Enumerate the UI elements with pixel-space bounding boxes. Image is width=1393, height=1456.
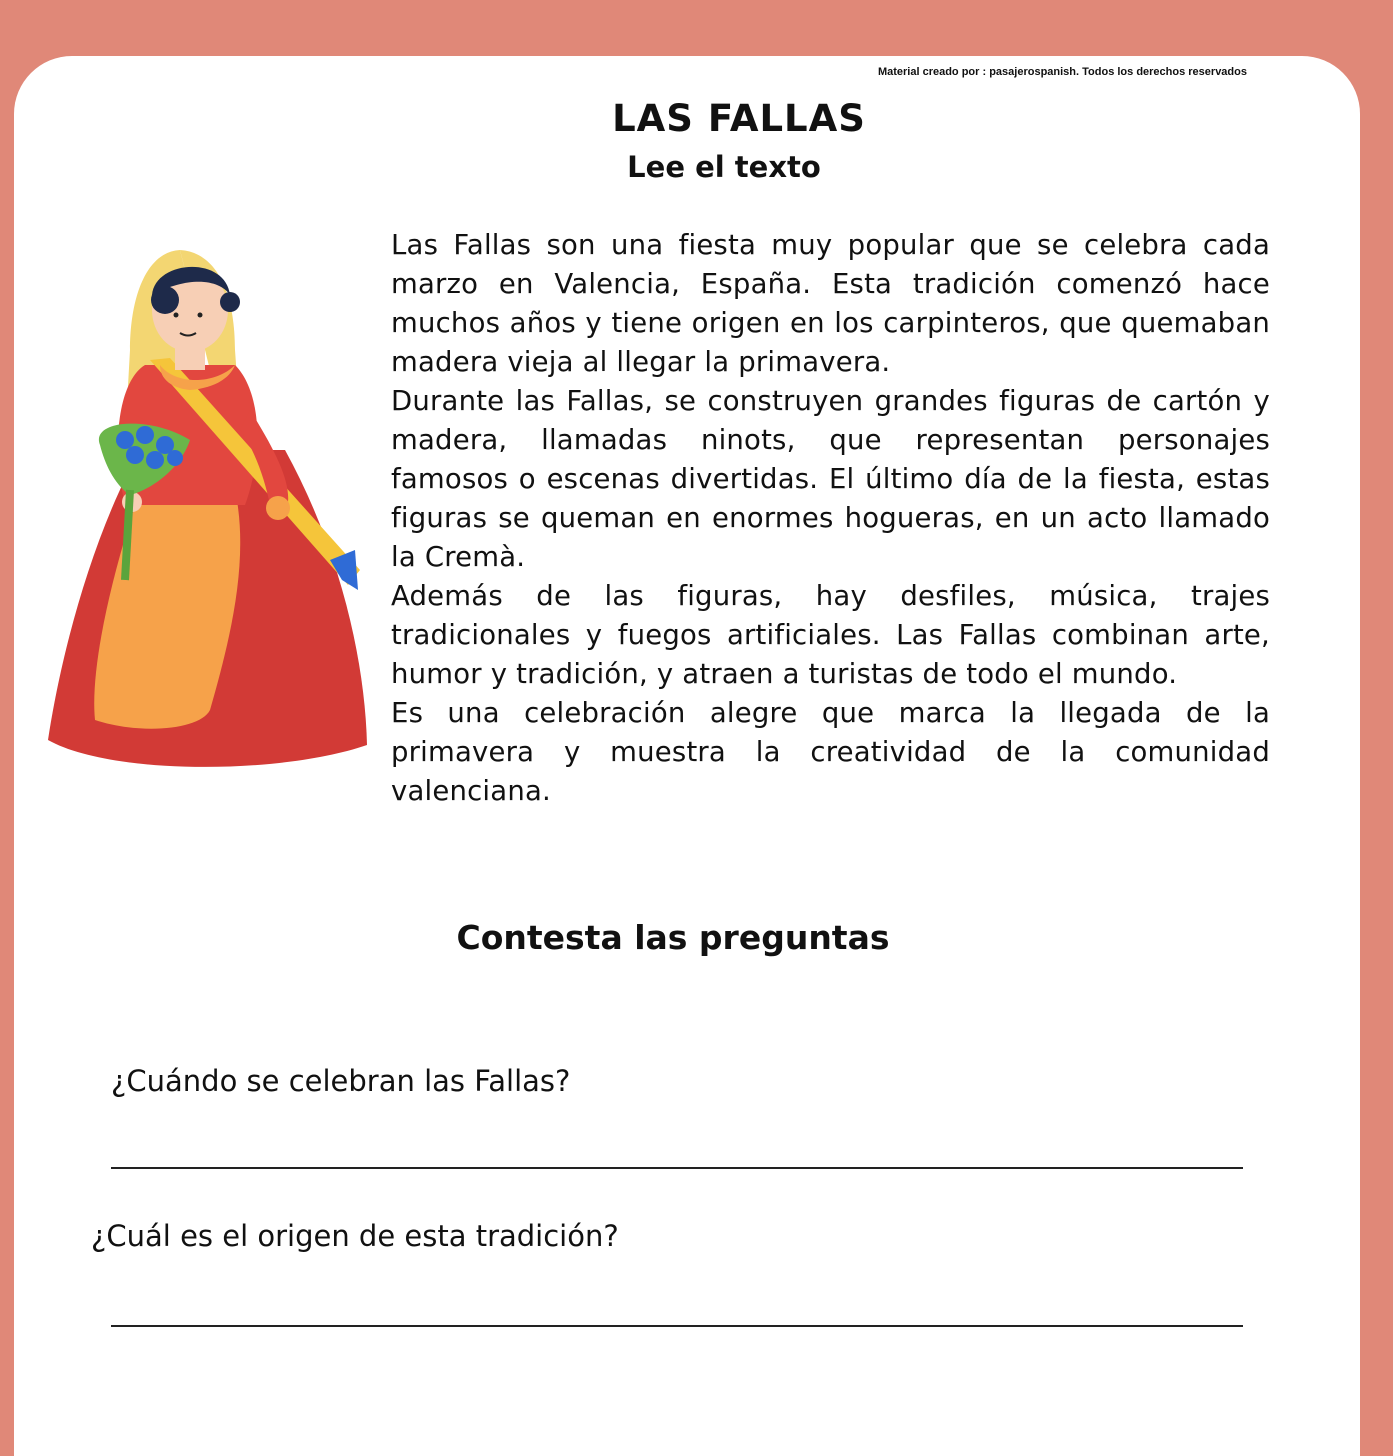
page-subtitle: Lee el texto [627, 150, 821, 184]
page-title: LAS FALLAS [612, 97, 866, 140]
question-2: ¿Cuál es el origen de esta tradición? [91, 1219, 619, 1253]
answer-line-2[interactable] [111, 1325, 1243, 1327]
reading-paragraph: Durante las Fallas, se construyen grandes figuras de cartón y madera, llamadas ninots, que representan personajes famosos o escenas divertidas. El último día de la fiesta, estas figuras se queman en enormes hogueras, en un acto llamado la Cremà. [391, 385, 1270, 573]
copyright-credit: Material creado por : pasajerospanish. Todos los derechos reservados [877, 66, 1247, 78]
questions-heading: Contesta las preguntas [456, 918, 890, 957]
reading-paragraph: Es una celebración alegre que marca la llegada de la primavera y muestra la creatividad de la comunidad valenciana. [391, 697, 1270, 807]
answer-line-1[interactable] [111, 1167, 1243, 1169]
fallera-illustration [30, 240, 370, 770]
reading-text [391, 226, 1270, 811]
reading-paragraph: Además de las figuras, hay desfiles, música, trajes tradicionales y fuegos artificiales. Las Fallas combinan arte, humor y tradición, y atraen a turistas de todo el mundo. [391, 580, 1270, 690]
question-1: ¿Cuándo se celebran las Fallas? [111, 1064, 571, 1098]
reading-paragraph: Las Fallas son una fiesta muy popular que se celebra cada marzo en Valencia, España. Esta tradición comenzó hace muchos años y tiene origen en los carpinteros, que quemaban madera vieja al llegar la primavera. [391, 229, 1270, 378]
